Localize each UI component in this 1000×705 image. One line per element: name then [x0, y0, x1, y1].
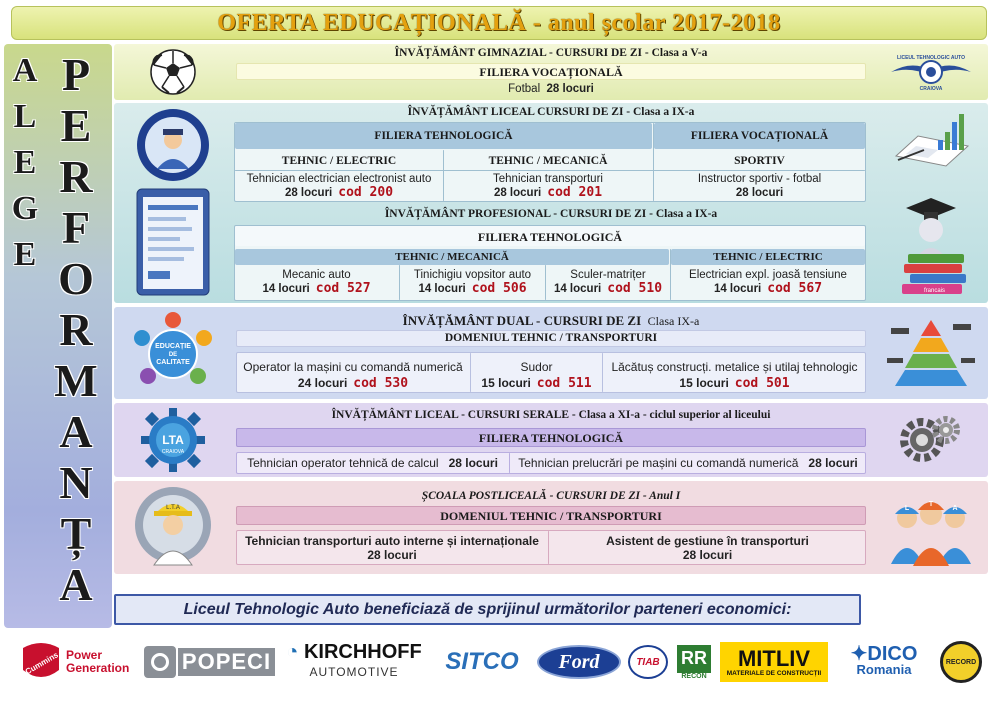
gimnazial-filiera: FILIERA VOCAȚIONALĂ [479, 65, 623, 79]
liceal-zi-filiera1: FILIERA TEHNOLOGICĂ [374, 130, 513, 142]
program-name: Operator la mașini cu comandă numerică [243, 360, 463, 374]
program-name: Tinichigiu vopsitor auto [413, 269, 532, 281]
logo-text: Cummins [23, 650, 60, 677]
document-form-icon [114, 184, 232, 300]
logo-text: RECORD [940, 641, 982, 683]
seats-count: 15 locuri [481, 376, 531, 390]
liceal-zi-program [235, 172, 443, 200]
slogan-letter: Ț [60, 508, 92, 559]
slogan-letter: L [13, 98, 37, 135]
book-label: francais [924, 288, 946, 294]
divider [235, 170, 865, 171]
profesional-filiera: FILIERA TEHNOLOGICĂ [477, 230, 623, 244]
logo-text: DE [168, 352, 178, 358]
quality-education-icon [114, 307, 232, 399]
serale-filiera: FILIERA TEHNOLOGICĂ [478, 431, 624, 445]
seats-count: 28 locuri [367, 548, 417, 562]
program-name: Tehnician electrician electronist auto [246, 173, 432, 185]
school-emblem-icon [114, 106, 232, 184]
postliceala-domain: DOMENIUL TEHNIC / TRANSPORTURI [440, 509, 662, 523]
serale-program [510, 456, 866, 470]
postliceala-header: ȘCOALA POSTLICEALĂ - CURSURI DE ZI - Anul I [421, 490, 681, 502]
program-name: Tehnician operator tehnică de calcul [247, 456, 439, 470]
popeci-emblem [144, 646, 176, 678]
liceal-zi-domain: TEHNIC / ELECTRIC [281, 155, 397, 167]
slogan-letter: A [59, 406, 93, 457]
profesional-domain1: TEHNIC / MECANICĂ [395, 251, 509, 263]
program-code: cod 200 [338, 185, 394, 200]
liceal-zi-domain: SPORTIV [734, 155, 785, 167]
profesional-program [671, 268, 865, 296]
seats-count: 14 locuri [713, 283, 762, 295]
slogan-letter: R [59, 151, 93, 202]
seats-count: 28 locuri [735, 187, 784, 199]
sitco-logo [432, 639, 532, 685]
team-letter: T [928, 501, 934, 508]
logo-text: AUTOMOTIVE [309, 665, 399, 679]
gears-icon [872, 405, 990, 475]
mitliv-logo [718, 639, 830, 685]
slogan-letter: F [61, 202, 91, 253]
program-code: cod 567 [767, 281, 823, 296]
worker-mascot-icon [114, 484, 232, 572]
dual-header-suffix: Clasa IX-a [647, 314, 700, 328]
slogan-letter: M [54, 355, 98, 406]
profesional-program [235, 268, 398, 296]
partners-title: Liceul Tehnologic Auto beneficiază de sprijinul următorilor parteneri economici: [183, 601, 792, 618]
pyramid-chart-icon [872, 310, 990, 398]
dual-program [471, 359, 602, 392]
slogan-letter: N [59, 457, 93, 508]
kirchhoff-logo [280, 639, 428, 685]
program-name: Sudor [520, 360, 553, 374]
seats-count: 14 locuri [553, 283, 602, 295]
logo-text: ✦DICO [850, 643, 918, 665]
seats-count: 15 locuri [679, 376, 729, 390]
liceal-zi-filiera2: FILIERA VOCAȚIONALĂ [690, 130, 829, 142]
program-name: Tehnician prelucrări pe mașini cu comandă numerică [518, 456, 799, 470]
recon-logo: RR RECON [674, 639, 714, 685]
liceal-zi-program [444, 172, 652, 200]
dual-header-text: ÎNVĂȚĂMÂNT DUAL - CURSURI DE ZI [402, 313, 642, 328]
cummins-logo [18, 639, 64, 685]
liceal-zi-header: ÎNVĂȚĂMÂNT LICEAL CURSURI DE ZI - Clasa a IX-a [407, 106, 695, 118]
chart-report-icon [872, 108, 990, 178]
power-generation-logo [66, 639, 138, 685]
logo-text: RECON [681, 672, 707, 680]
slogan-letter: G [11, 190, 39, 227]
slogan-letter: E [60, 100, 92, 151]
program-name: Fotbal [508, 83, 541, 95]
program-code: cod 506 [471, 281, 527, 296]
slogan-letter: P [61, 49, 91, 100]
logo-city: CRAIOVA [161, 449, 185, 455]
profesional-program [546, 268, 670, 296]
slogan-letter: E [13, 236, 37, 273]
logo-label: LICEUL TEHNOLOGIC AUTO [897, 55, 965, 61]
tiab-logo [626, 639, 670, 685]
seats-count: 24 locuri [297, 376, 348, 390]
slogan-alege [6, 54, 44, 284]
logo-text: EDUCAȚIE [155, 343, 191, 350]
serale-header: ÎNVĂȚĂMÂNT LICEAL - CURSURI SERALE - Clasa a XI-a - ciclul superior al liceului [331, 409, 771, 421]
logo-city: CRAIOVA [919, 86, 943, 92]
program-name: Mecanic auto [282, 269, 351, 281]
seats-count: 28 locuri [682, 548, 733, 562]
logo-text: Generation [66, 661, 130, 675]
worker-team-icon [872, 484, 990, 572]
logo-text: ◔ KIRCHHOFF [286, 641, 422, 663]
gimnazial-item [236, 82, 866, 96]
record-logo [936, 639, 986, 685]
profesional-domain2: TEHNIC / ELECTRIC [713, 251, 823, 263]
postliceala-program [236, 534, 548, 562]
lta-gear-logo-icon [114, 405, 232, 475]
seats-count: 14 locuri [418, 283, 466, 295]
postliceala-program [549, 534, 866, 562]
slogan-letter: A [12, 52, 38, 89]
program-name: Tehnician transporturi [493, 173, 603, 185]
slogan-letter: R [59, 304, 93, 355]
cap-text: L.T.A [166, 505, 180, 511]
logo-text: Ford [537, 645, 621, 679]
soccer-ball-icon [114, 44, 232, 100]
team-letter: L [904, 505, 910, 512]
logo-text: KIRCHHOFF [303, 641, 422, 663]
logo-text: Romania [856, 662, 912, 677]
program-code: cod 511 [536, 376, 592, 391]
dual-domain: DOMENIUL TEHNIC / TRANSPORTURI [444, 332, 658, 344]
school-logo-icon [872, 44, 990, 100]
seats-count: 28 locuri [448, 456, 498, 470]
program-code: cod 510 [607, 281, 663, 296]
program-name: Sculer-matrițer [570, 269, 646, 281]
program-name: Electrician expl. joasă tensiune [689, 269, 847, 281]
program-name: Asistent de gestiune în transporturi [606, 534, 809, 548]
graduate-books-icon [872, 186, 990, 298]
ford-logo [536, 639, 622, 685]
program-name: Lăcătuș construcți. metalice și utilaj tehnologic [611, 360, 858, 374]
logo-text: MATERIALE DE CONSTRUCȚII [726, 669, 822, 677]
slogan-letter: E [13, 144, 37, 181]
dual-header [234, 313, 868, 329]
profesional-program [400, 268, 545, 296]
program-code: cod 201 [547, 185, 603, 200]
seats-count: 28 locuri [493, 187, 542, 199]
gimnazial-header: ÎNVĂȚĂMÂNT GIMNAZIAL - CURSURI DE ZI - Clasa a V-a [394, 47, 708, 59]
program-code: cod 530 [353, 376, 409, 391]
slogan-letter: O [58, 253, 94, 304]
seats-count: 28 locuri [546, 83, 594, 95]
program-code: cod 527 [315, 281, 371, 296]
slogan-letter: A [59, 559, 93, 610]
program-name: Instructor sportiv - fotbal [697, 173, 822, 185]
page-title: OFERTA EDUCAȚIONALĂ - anul școlar 2017-2018 [217, 10, 781, 36]
seats-count: 28 locuri [808, 456, 858, 470]
logo-text: SITCO [445, 648, 519, 675]
team-letter: A [952, 505, 958, 512]
logo-text: Power [66, 648, 103, 662]
serale-program [236, 456, 509, 470]
program-name: Tehnician transporturi auto interne și internaționale [245, 534, 539, 548]
liceal-zi-domain: TEHNIC / MECANICĂ [488, 155, 608, 167]
seats-count: 14 locuri [262, 283, 310, 295]
popeci-logo [142, 639, 277, 685]
program-code: cod 501 [734, 376, 790, 391]
partners-banner [114, 594, 861, 625]
logo-text: POPECI [178, 648, 275, 676]
dico-logo [836, 639, 932, 685]
liceal-zi-program [654, 172, 865, 200]
profesional-header: ÎNVĂȚĂMÂNT PROFESIONAL - CURSURI DE ZI - Clasa a IX-a [384, 208, 718, 220]
dual-program [603, 359, 866, 392]
logo-text: DICO [867, 643, 918, 665]
logo-text: CALITATE [156, 359, 190, 366]
title-bar [11, 6, 987, 40]
logo-text: MITLIV [737, 645, 811, 671]
slogan-performanta [50, 49, 102, 613]
logo-text: LTA [162, 433, 184, 447]
logo-text: TIAB [628, 645, 668, 679]
seats-count: 28 locuri [284, 187, 333, 199]
dual-program [236, 359, 470, 392]
